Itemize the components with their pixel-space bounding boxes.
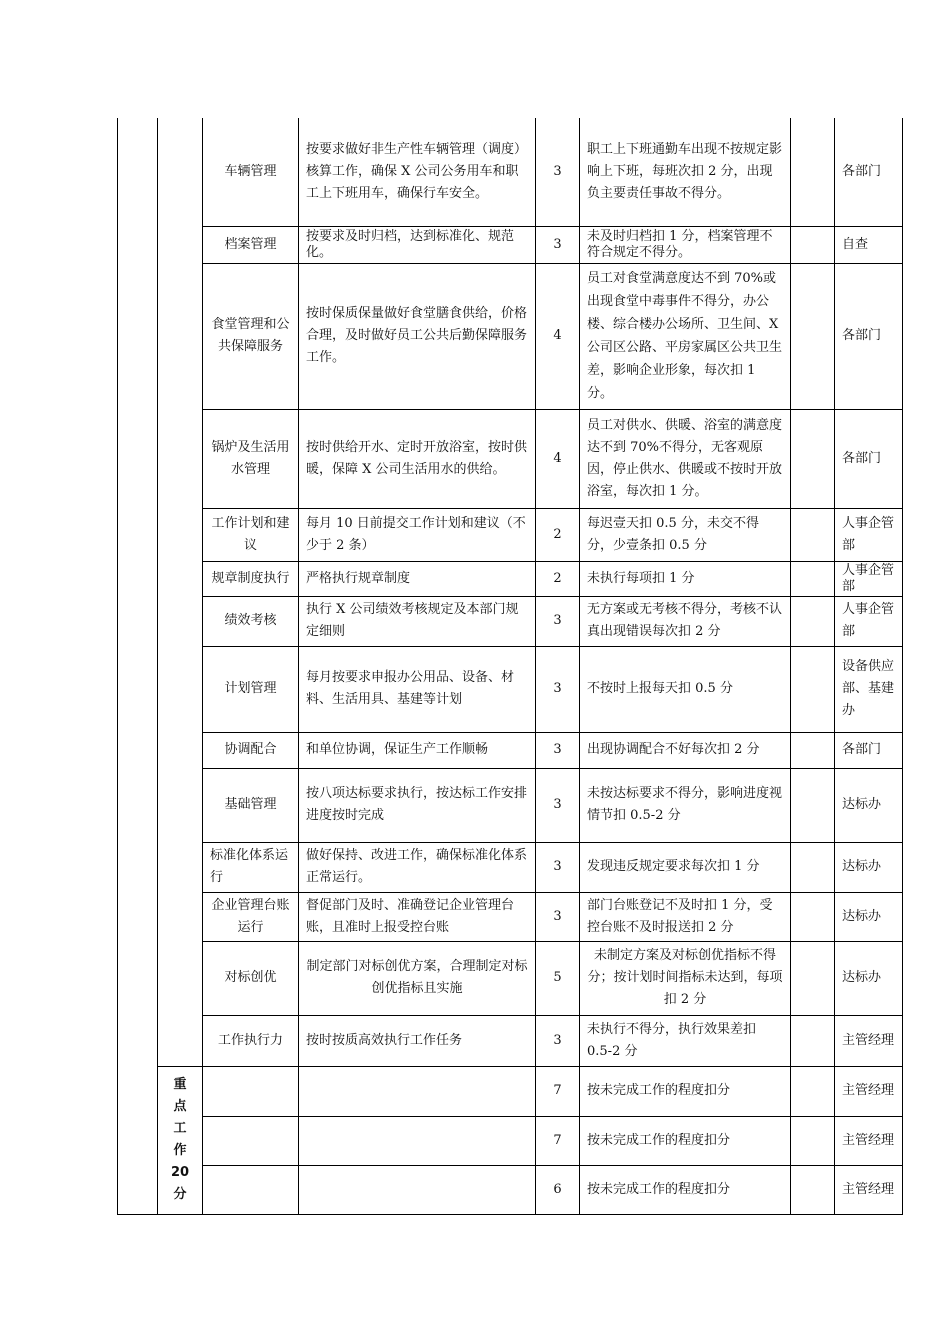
deduction-cell: 未制定方案及对标创优指标不得分；按计划时间指标未达到，每项扣 2 分 bbox=[580, 941, 791, 1015]
item-name: 锅炉及生活用水管理 bbox=[203, 409, 299, 508]
standard-cell: 制定部门对标创优方案，合理制定对标创优指标且实施 bbox=[299, 941, 536, 1015]
blank-cell bbox=[791, 768, 835, 842]
blank-cell bbox=[791, 508, 835, 561]
blank-cell bbox=[791, 263, 835, 409]
item-name: 标准化体系运行 bbox=[203, 842, 299, 892]
key-work-char: 作 bbox=[173, 1143, 187, 1158]
item-name: 计划管理 bbox=[203, 646, 299, 732]
deduction-cell: 无方案或无考核不得分，考核不认真出现错误每次扣 2 分 bbox=[580, 596, 791, 646]
dept-cell: 达标办 bbox=[835, 842, 903, 892]
blank-cell bbox=[791, 1066, 835, 1116]
dept-cell: 设备供应部、基建办 bbox=[835, 646, 903, 732]
key-work-char: 重 bbox=[173, 1077, 187, 1092]
blank-cell bbox=[791, 732, 835, 768]
category-cell bbox=[158, 118, 203, 1066]
deduction-cell: 发现违反规定要求每次扣 1 分 bbox=[580, 842, 791, 892]
score-cell: 3 bbox=[536, 892, 580, 941]
item-name: 企业管理台账运行 bbox=[203, 892, 299, 941]
score-cell: 2 bbox=[536, 508, 580, 561]
dept-cell: 各部门 bbox=[835, 263, 903, 409]
dept-cell: 主管经理 bbox=[835, 1015, 903, 1066]
item-name bbox=[203, 1066, 299, 1116]
blank-cell bbox=[791, 842, 835, 892]
outer-category-cell bbox=[118, 118, 158, 1214]
item-name: 绩效考核 bbox=[203, 596, 299, 646]
blank-cell bbox=[791, 1165, 835, 1214]
item-name: 车辆管理 bbox=[203, 118, 299, 226]
standard-cell: 和单位协调，保证生产工作顺畅 bbox=[299, 732, 536, 768]
blank-cell bbox=[791, 226, 835, 263]
standard-cell bbox=[299, 1165, 536, 1214]
item-name: 协调配合 bbox=[203, 732, 299, 768]
dept-cell: 各部门 bbox=[835, 118, 903, 226]
deduction-cell: 员工对食堂满意度达不到 70%或出现食堂中毒事件不得分，办公楼、综合楼办公场所、卫生间、X 公司区公路、平房家属区公共卫生差，影响企业形象，每次扣 1 分。 bbox=[580, 263, 791, 409]
deduction-cell: 未及时归档扣 1 分，档案管理不符合规定不得分。 bbox=[580, 226, 791, 263]
deduction-cell: 部门台账登记不及时扣 1 分，受控台账不及时报送扣 2 分 bbox=[580, 892, 791, 941]
standard-cell: 按时按质高效执行工作任务 bbox=[299, 1015, 536, 1066]
key-work-char: 点 bbox=[173, 1099, 187, 1114]
score-cell: 6 bbox=[536, 1165, 580, 1214]
blank-cell bbox=[791, 646, 835, 732]
score-cell: 3 bbox=[536, 118, 580, 226]
standard-cell: 每月 10 日前提交工作计划和建议（不少于 2 条） bbox=[299, 508, 536, 561]
standard-cell: 按八项达标要求执行，按达标工作安排进度按时完成 bbox=[299, 768, 536, 842]
score-cell: 3 bbox=[536, 768, 580, 842]
score-cell: 3 bbox=[536, 596, 580, 646]
standard-cell: 按时保质保量做好食堂膳食供给，价格合理，及时做好员工公共后勤保障服务工作。 bbox=[299, 263, 536, 409]
score-cell: 3 bbox=[536, 842, 580, 892]
key-work-char: 20 bbox=[170, 1165, 190, 1180]
score-cell: 3 bbox=[536, 732, 580, 768]
item-name: 基础管理 bbox=[203, 768, 299, 842]
standard-cell: 严格执行规章制度 bbox=[299, 561, 536, 596]
item-name bbox=[203, 1116, 299, 1165]
key-work-char: 工 bbox=[173, 1121, 187, 1136]
score-cell: 2 bbox=[536, 561, 580, 596]
item-name: 工作执行力 bbox=[203, 1015, 299, 1066]
deduction-cell: 未执行不得分，执行效果差扣 0.5-2 分 bbox=[580, 1015, 791, 1066]
score-cell: 5 bbox=[536, 941, 580, 1015]
score-cell: 3 bbox=[536, 226, 580, 263]
item-name: 对标创优 bbox=[203, 941, 299, 1015]
score-cell: 4 bbox=[536, 409, 580, 508]
blank-cell bbox=[791, 892, 835, 941]
deduction-cell: 按未完成工作的程度扣分 bbox=[580, 1165, 791, 1214]
key-work-label bbox=[158, 1066, 203, 1214]
blank-cell bbox=[791, 118, 835, 226]
standard-cell: 执行 X 公司绩效考核规定及本部门规定细则 bbox=[299, 596, 536, 646]
blank-cell bbox=[791, 596, 835, 646]
item-name: 档案管理 bbox=[203, 226, 299, 263]
standard-cell: 按时供给开水、定时开放浴室，按时供暖，保障 X 公司生活用水的供给。 bbox=[299, 409, 536, 508]
blank-cell bbox=[791, 1116, 835, 1165]
deduction-cell: 职工上下班通勤车出现不按规定影响上下班，每班次扣 2 分，出现负主要责任事故不得分。 bbox=[580, 118, 791, 226]
standard-cell: 做好保持、改进工作，确保标准化体系正常运行。 bbox=[299, 842, 536, 892]
standard-cell: 督促部门及时、准确登记企业管理台账，且准时上报受控台账 bbox=[299, 892, 536, 941]
evaluation-table bbox=[117, 118, 903, 1215]
dept-cell: 达标办 bbox=[835, 768, 903, 842]
item-name: 规章制度执行 bbox=[203, 561, 299, 596]
blank-cell bbox=[791, 409, 835, 508]
standard-cell bbox=[299, 1066, 536, 1116]
dept-cell: 主管经理 bbox=[835, 1116, 903, 1165]
score-cell: 4 bbox=[536, 263, 580, 409]
dept-cell: 主管经理 bbox=[835, 1066, 903, 1116]
deduction-cell: 按未完成工作的程度扣分 bbox=[580, 1116, 791, 1165]
score-cell: 7 bbox=[536, 1066, 580, 1116]
item-name: 工作计划和建议 bbox=[203, 508, 299, 561]
deduction-cell: 每迟壹天扣 0.5 分，未交不得分，少壹条扣 0.5 分 bbox=[580, 508, 791, 561]
blank-cell bbox=[791, 941, 835, 1015]
dept-cell: 人事企管部 bbox=[835, 508, 903, 561]
score-cell: 3 bbox=[536, 646, 580, 732]
deduction-cell: 员工对供水、供暖、浴室的满意度达不到 70%不得分，无客观原因，停止供水、供暖或不按时开放浴室，每次扣 1 分。 bbox=[580, 409, 791, 508]
standard-cell: 按要求做好非生产性车辆管理（调度）核算工作，确保 X 公司公务用车和职工上下班用车，确保行车安全。 bbox=[299, 118, 536, 226]
dept-cell: 达标办 bbox=[835, 892, 903, 941]
deduction-cell: 出现协调配合不好每次扣 2 分 bbox=[580, 732, 791, 768]
dept-cell: 各部门 bbox=[835, 409, 903, 508]
score-cell: 7 bbox=[536, 1116, 580, 1165]
item-name: 食堂管理和公共保障服务 bbox=[203, 263, 299, 409]
deduction-cell: 未按达标要求不得分，影响进度视情节扣 0.5-2 分 bbox=[580, 768, 791, 842]
dept-cell: 人事企管部 bbox=[835, 561, 903, 596]
key-work-char: 分 bbox=[173, 1187, 187, 1202]
deduction-cell: 按未完成工作的程度扣分 bbox=[580, 1066, 791, 1116]
dept-cell: 自查 bbox=[835, 226, 903, 263]
standard-cell: 每月按要求申报办公用品、设备、材料、生活用具、基建等计划 bbox=[299, 646, 536, 732]
dept-cell: 各部门 bbox=[835, 732, 903, 768]
dept-cell: 主管经理 bbox=[835, 1165, 903, 1214]
dept-cell: 达标办 bbox=[835, 941, 903, 1015]
deduction-cell: 未执行每项扣 1 分 bbox=[580, 561, 791, 596]
item-name bbox=[203, 1165, 299, 1214]
blank-cell bbox=[791, 1015, 835, 1066]
score-cell: 3 bbox=[536, 1015, 580, 1066]
dept-cell: 人事企管部 bbox=[835, 596, 903, 646]
blank-cell bbox=[791, 561, 835, 596]
standard-cell bbox=[299, 1116, 536, 1165]
standard-cell: 按要求及时归档，达到标准化、规范化。 bbox=[299, 226, 536, 263]
deduction-cell: 不按时上报每天扣 0.5 分 bbox=[580, 646, 791, 732]
